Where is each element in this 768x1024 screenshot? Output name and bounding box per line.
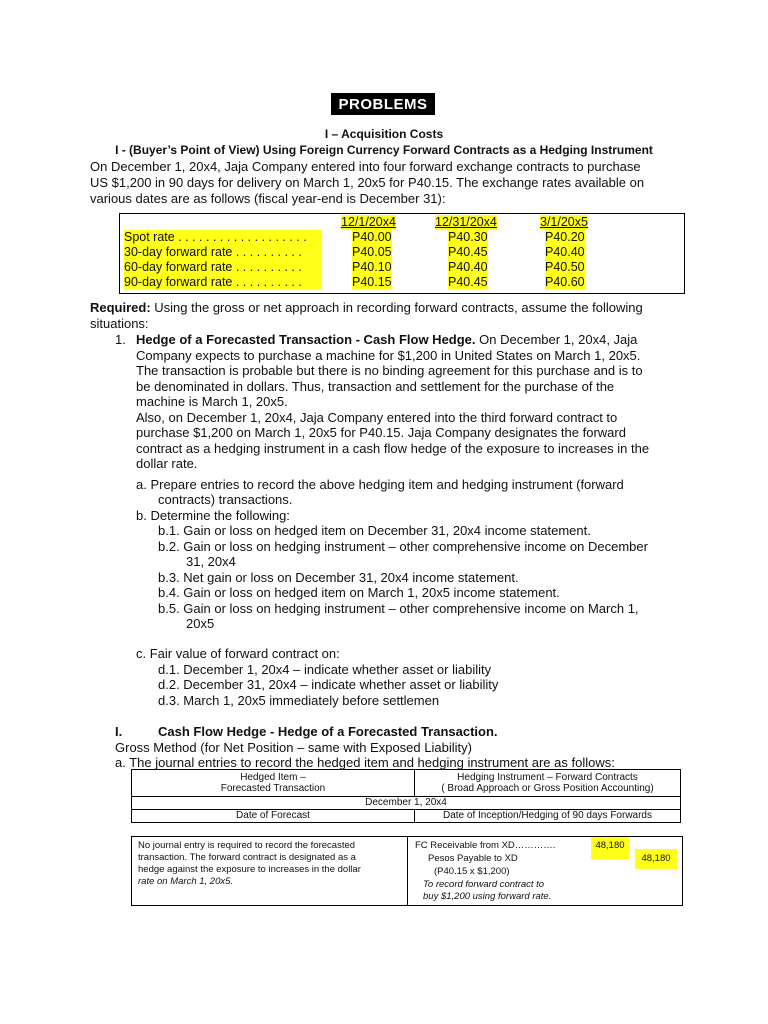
subheading: I - (Buyer’s Point of View) Using Foreign Currency Forward Contracts as a Hedging Instrument [115, 143, 653, 157]
rates-cell: P40.05 [352, 245, 392, 259]
rates-cell: P40.00 [352, 230, 392, 244]
page-title: PROBLEMS [331, 93, 435, 115]
rates-table [119, 213, 685, 294]
rates-row-label: 90-day forward rate . . . . . . . . . . [124, 275, 322, 290]
required-text: Using the gross or net approach in recording forward contracts, assume the following [150, 300, 643, 315]
part-d2: d.2. December 31, 20x4 – indicate whether asset or liability [158, 677, 499, 692]
intro-line: various dates are as follows (fiscal year-end is December 31): [90, 191, 446, 206]
rates-cell: P40.40 [545, 245, 585, 259]
part-b5: 20x5 [186, 616, 215, 631]
rates-cell: P40.60 [545, 275, 585, 289]
item-line: purchase $1,200 on March 1, 20x5 for P40.15. Jaja Company designates the forward [136, 425, 626, 440]
part-b2: b.2. Gain or loss on hedging instrument – other comprehensive income on December [158, 539, 648, 554]
rates-cell: P40.45 [448, 275, 488, 289]
part-b2: 31, 20x4 [186, 554, 236, 569]
rates-col-header: 12/1/20x4 [341, 215, 396, 229]
rates-cell: P40.15 [352, 275, 392, 289]
part-b5: b.5. Gain or loss on hedging instrument – other comprehensive income on March 1, [158, 601, 639, 616]
required-label: Required: [90, 300, 151, 315]
item-line: The transaction is probable but there is no binding agreement for this purchase and is to [136, 363, 643, 378]
solution-heading: Cash Flow Hedge - Hedge of a Forecasted Transaction. [158, 724, 498, 739]
rates-row-label: 30-day forward rate . . . . . . . . . . [124, 245, 322, 260]
item-heading-tail: On December 1, 20x4, Jaja [475, 332, 638, 347]
part-b3: b.3. Net gain or loss on December 31, 20x4 income statement. [158, 570, 519, 585]
item-line: Also, on December 1, 20x4, Jaja Company entered into the third forward contract to [136, 410, 618, 425]
journal-divider [407, 837, 408, 905]
rates-cell: P40.30 [448, 230, 488, 244]
credit-account: Pesos Payable to XD [428, 853, 518, 864]
journal-calc: (P40.15 x $1,200) [434, 866, 510, 877]
rates-col-header: 3/1/20x5 [540, 215, 588, 229]
rates-row-label: Spot rate . . . . . . . . . . . . . . . . . . . [124, 230, 322, 245]
journal-header-table [131, 769, 681, 823]
credit-amount: 48,180 [635, 849, 677, 869]
rates-cell: P40.45 [448, 245, 488, 259]
part-d1: d.1. December 1, 20x4 – indicate whether asset or liability [158, 662, 492, 677]
journal-date: December 1, 20x4 [132, 797, 681, 810]
journal-left-text [138, 840, 404, 888]
part-b1: b.1. Gain or loss on hedged item on December 31, 20x4 income statement. [158, 523, 591, 538]
journal-entry-box [131, 836, 683, 906]
intro-line: US $1,200 in 90 days for delivery on March 1, 20x5 for P40.15. The exchange rates available on [90, 175, 645, 190]
item-line: contract as a hedging instrument in a cash flow hedge of the exposure to increases in the [136, 441, 650, 456]
required-line: situations: [90, 316, 149, 331]
journal-date-inception: Date of Inception/Hedging of 90 days Forwards [415, 810, 681, 823]
item-heading-line [136, 332, 637, 348]
solution-number: I. [115, 724, 123, 739]
item-number: 1. [115, 332, 126, 347]
journal-left-line: transaction. The forward contract is designated as a [138, 852, 356, 863]
rates-col-header: 12/31/20x4 [435, 215, 497, 229]
debit-amount: 48,180 [591, 837, 629, 859]
part-a: contracts) transactions. [158, 492, 293, 507]
solution-a: a. The journal entries to record the hedged item and hedging instrument are as follows: [115, 755, 615, 770]
journal-memo: buy $1,200 using forward rate. [423, 891, 552, 902]
part-b4: b.4. Gain or loss on hedged item on March 1, 20x5 income statement. [158, 585, 560, 600]
item-line: machine is March 1, 20x5. [136, 394, 288, 409]
item-line: Company expects to purchase a machine for $1,200 in United States on March 1, 20x5. [136, 348, 641, 363]
header-text: Hedging Instrument – Forward Contracts [457, 771, 638, 783]
rates-cell: P40.50 [545, 260, 585, 274]
item-line: be denominated in dollars. Thus, transaction and settlement for the purchase of the [136, 379, 615, 394]
part-c: c. Fair value of forward contract on: [136, 646, 340, 661]
header-text: Forecasted Transaction [220, 783, 326, 794]
journal-left-line: hedge against the exposure to increases in the dollar [138, 864, 361, 875]
rates-cell: P40.10 [352, 260, 392, 274]
item-line: dollar rate. [136, 456, 198, 471]
journal-header-left [132, 770, 415, 797]
rates-cell: P40.40 [448, 260, 488, 274]
rates-row-label: 60-day forward rate . . . . . . . . . . [124, 260, 322, 275]
debit-account: FC Receivable from XD…………. [415, 840, 556, 851]
required-line [90, 300, 643, 316]
journal-header-right [415, 770, 681, 797]
header-text: ( Broad Approach or Gross Position Accounting) [441, 783, 654, 794]
solution-method: Gross Method (for Net Position – same with Exposed Liability) [115, 740, 472, 755]
journal-date-forecast: Date of Forecast [132, 810, 415, 823]
rates-cell: P40.20 [545, 230, 585, 244]
journal-left-line: rate on March 1, 20x5. [138, 876, 234, 887]
item-heading: Hedge of a Forecasted Transaction - Cash Flow Hedge. [136, 332, 476, 347]
part-a: a. Prepare entries to record the above hedging item and hedging instrument (forward [136, 477, 624, 492]
journal-left-line: No journal entry is required to record the forecasted [138, 840, 356, 851]
header-text: Hedged Item – [240, 771, 306, 783]
part-b: b. Determine the following: [136, 508, 290, 523]
journal-memo: To record forward contract to [423, 879, 545, 890]
intro-line: On December 1, 20x4, Jaja Company entered into four forward exchange contracts to purchase [90, 159, 641, 174]
part-d3: d.3. March 1, 20x5 immediately before settlemen [158, 693, 440, 708]
section-heading: I – Acquisition Costs [324, 127, 444, 141]
